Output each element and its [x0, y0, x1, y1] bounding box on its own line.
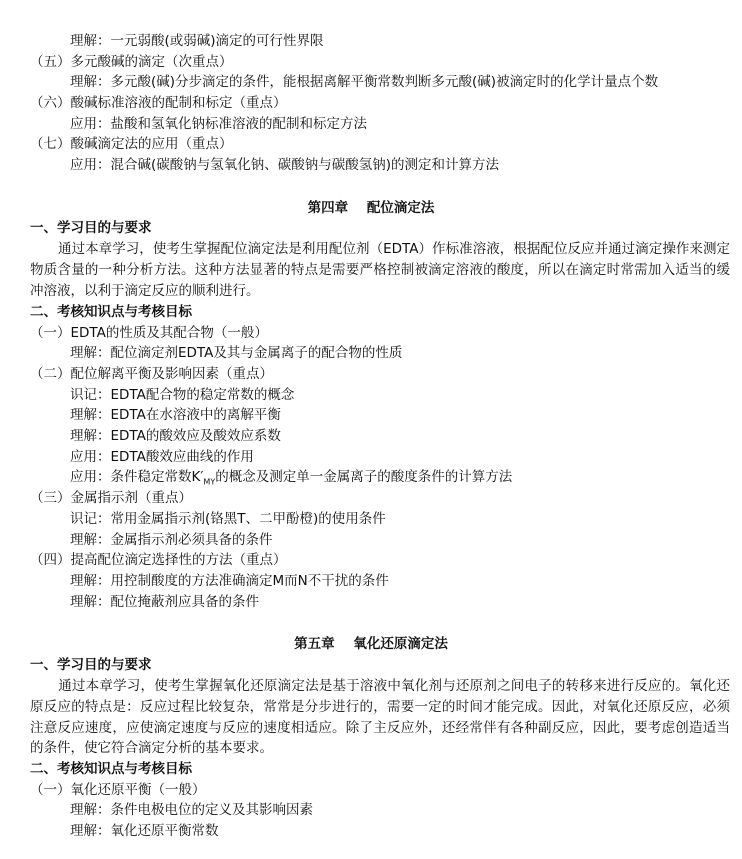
- item-line: 理解：条件电极电位的定义及其影响因素: [70, 802, 313, 818]
- item-line: 理解：配位滴定剂EDTA及其与金属离子的配合物的性质: [70, 345, 403, 361]
- subsection-heading: （六）酸碱标准溶液的配制和标定（重点）: [30, 95, 287, 111]
- subsection-heading: （一）氧化还原平衡（一般）: [30, 782, 206, 798]
- chapter-title: 第五章 氧化还原滴定法: [294, 636, 448, 652]
- subsection-heading: （一）EDTA的性质及其配合物（一般）: [30, 325, 268, 341]
- item-line: 理解：多元酸(碱)分步滴定的条件，能根据离解平衡常数判断多元酸(碱)被滴定时的化学计量点个数: [70, 74, 659, 90]
- item-line: 识记：EDTA配合物的稳定常数的概念: [70, 387, 295, 403]
- paragraph: 通过本章学习，使考生掌握氧化还原滴定法是基于溶液中氧化剂与还原剂之间电子的转移来进行反应的。氧化还原反应的特点是：反应过程比较复杂，常常是分步进行的，需要一定的时间才能完成。因此，对氧化还原反应，必须注意反应速度，应使滴定速度与反应的速度相适应。除了主反应外，还经常伴有各种副反应，因此，要考虑创造适当的条件，使它符合滴定分析的基本要求。: [30, 678, 730, 757]
- item-line: 应用：条件稳定常数$K'_{MY}$的概念及测定单一金属离子的酸度条件的计算方法: [70, 469, 513, 487]
- item-line: 理解：氧化还原平衡常数: [70, 823, 219, 839]
- subsection-heading: （二）配位解离平衡及影响因素（重点）: [30, 366, 273, 382]
- section-heading: 一、学习目的与要求: [30, 220, 152, 236]
- item-line: 应用：盐酸和氢氧化钠标准溶液的配制和标定方法: [70, 116, 367, 132]
- item-line: 理解：配位掩蔽剂应具备的条件: [70, 594, 259, 610]
- subsection-heading: （四）提高配位滴定选择性的方法（重点）: [30, 552, 287, 568]
- item-line: 理解：金属指示剂必须具备的条件: [70, 532, 273, 548]
- item-line: 理解：一元弱酸(或弱碱)滴定的可行性界限: [70, 33, 324, 49]
- item-line: 理解：EDTA的酸效应及酸效应系数: [70, 428, 281, 444]
- section-heading: 二、考核知识点与考核目标: [30, 761, 192, 777]
- subscript-my: MY: [203, 477, 216, 487]
- subsection-heading: （七）酸碱滴定法的应用（重点）: [30, 136, 233, 152]
- paragraph: 通过本章学习，使考生掌握配位滴定法是利用配位剂（EDTA）作标准溶液，根据配位反应并通过滴定操作来测定物质含量的一种分析方法。这种方法显著的特点是需要严格控制被滴定溶液的酸度，所以在滴定时常需加入适当的缓冲溶液，以利于滴定反应的顺利进行。: [30, 241, 730, 299]
- section-heading: 一、学习目的与要求: [30, 657, 152, 673]
- subsection-heading: （三）金属指示剂（重点）: [30, 490, 192, 506]
- item-line: 识记：常用金属指示剂(铬黑T、二甲酚橙)的使用条件: [70, 511, 386, 527]
- section-heading: 二、考核知识点与考核目标: [30, 304, 192, 320]
- chapter-title: 第四章 配位滴定法: [307, 200, 435, 216]
- item-line: 应用：EDTA酸效应曲线的作用: [70, 449, 254, 465]
- item-line: 理解：用控制酸度的方法准确滴定M而N不干扰的条件: [70, 573, 389, 589]
- subsection-heading: （五）多元酸碱的滴定（次重点）: [30, 54, 233, 70]
- item-line: 应用：混合碱(碳酸钠与氢氧化钠、碳酸钠与碳酸氢钠)的测定和计算方法: [70, 157, 500, 173]
- item-line: 理解：EDTA在水溶液中的离解平衡: [70, 407, 281, 423]
